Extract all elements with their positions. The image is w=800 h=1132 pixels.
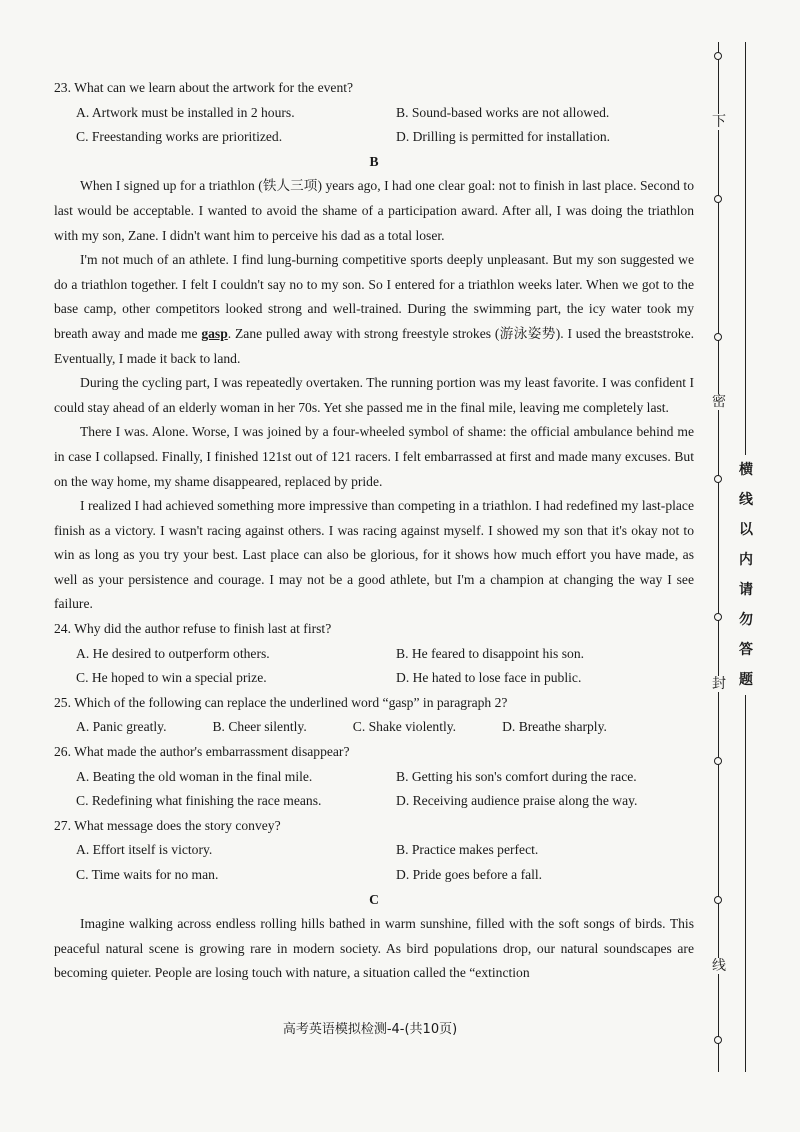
notice-char: 勿 bbox=[739, 612, 753, 628]
section-b-paragraph-2 bbox=[54, 248, 694, 371]
q23-option-a: A. Artwork must be installed in 2 hours. bbox=[76, 104, 295, 120]
question-25-options bbox=[54, 715, 694, 740]
q24-option-c: C. He hoped to win a special prize. bbox=[76, 670, 267, 686]
binding-circle bbox=[714, 475, 722, 483]
notice-char: 答 bbox=[739, 642, 753, 658]
q24-option-d: D. He hated to lose face in public. bbox=[396, 670, 582, 686]
question-27-options bbox=[54, 838, 694, 887]
q27-option-d: D. Pride goes before a fall. bbox=[396, 867, 543, 882]
binding-notice bbox=[736, 455, 756, 695]
q27-option-c: C. Time waits for no man. bbox=[76, 867, 219, 882]
q27-option-b: B. Practice makes perfect. bbox=[396, 842, 539, 858]
notice-char: 题 bbox=[739, 672, 753, 688]
binding-char-xian: 线 bbox=[712, 958, 726, 974]
q26-option-c: C. Redefining what finishing the race means. bbox=[76, 793, 322, 809]
p2-text-after: . Zane pulled away with strong freestyle strokes (游泳姿势). I used the breaststroke. Eventually, I made it back to land. bbox=[54, 325, 695, 366]
page-footer: 高考英语模拟检测-4-(共10页) bbox=[282, 1022, 458, 1037]
binding-char-feng: 封 bbox=[712, 676, 726, 692]
p2-text-before: I'm not much of an athlete. I find lung-burning competitive sports deeply unpleasant. But my son suggested we do a triathlon together. I felt I couldn't say no to my son. So I entered for a triathlon weeks later. When we got to the base camp, other competitors looked strong and well-trained. During the swimming part, the icy water took my breath away and made me bbox=[54, 252, 694, 341]
page-content bbox=[54, 76, 694, 986]
section-c-paragraph-1: Imagine walking across endless rolling hills bathed in warm sunshine, filled with the soft songs of birds. This peaceful natural scene is growing rare in modern society. As bird populations drop, our natural soundscapes are becoming quieter. People are losing touch with nature, a situation called the “extinction bbox=[54, 916, 694, 981]
binding-char-mi: 密 bbox=[712, 394, 726, 410]
q25-option-c: C. Shake violently. bbox=[352, 719, 457, 735]
q24-option-a: A. He desired to outperform others. bbox=[76, 645, 270, 661]
binding-circle bbox=[714, 896, 722, 904]
q27-option-a: A. Effort itself is victory. bbox=[76, 842, 213, 858]
question-24-options bbox=[54, 642, 694, 691]
question-25-stem: 25. Which of the following can replace the underlined word “gasp” in paragraph 2? bbox=[54, 694, 508, 710]
binding-circle bbox=[714, 1036, 722, 1044]
binding-circle bbox=[714, 52, 722, 60]
q26-option-b: B. Getting his son's comfort during the race. bbox=[396, 768, 637, 784]
q26-option-a: A. Beating the old woman in the final mile. bbox=[76, 768, 313, 784]
q23-option-c: C. Freestanding works are prioritized. bbox=[76, 129, 283, 145]
section-b-paragraph-4: There I was. Alone. Worse, I was joined by a four-wheeled symbol of shame: the official ambulance behind me in case I collapsed. Finally, I finished 121st out of 121 racers. I felt embarrassed at first and made many excuses. But on the way home, my shame disappeared, replaced by pride. bbox=[54, 424, 694, 489]
notice-char: 线 bbox=[739, 492, 753, 508]
q24-option-b: B. He feared to disappoint his son. bbox=[396, 645, 585, 661]
binding-char-xia: 下 bbox=[712, 114, 726, 130]
binding-circle bbox=[714, 195, 722, 203]
underlined-word-gasp: gasp bbox=[201, 325, 228, 341]
notice-char: 以 bbox=[739, 522, 753, 538]
section-b-paragraph-5: I realized I had achieved something more impressive than competing in a triathlon. I had redefined my last-place finish as a victory. I wasn't racing against others. I was racing against myself. I showed my son that it's okay not to win as long as you try your best. Last place can also be glorious, for it shows how much effort you have made, as well as your persistence and courage. I may not be a good athlete, but I'm a champion at changing the way I see failure. bbox=[54, 498, 694, 612]
q25-option-d: D. Breathe sharply. bbox=[502, 719, 607, 735]
section-c-label: C bbox=[369, 891, 379, 907]
q23-option-b: B. Sound-based works are not allowed. bbox=[396, 104, 610, 120]
question-27-stem: 27. What message does the story convey? bbox=[54, 817, 281, 833]
question-23-options bbox=[54, 101, 694, 150]
question-23-stem: 23. What can we learn about the artwork for the event? bbox=[54, 80, 354, 95]
question-24-stem: 24. Why did the author refuse to finish last at first? bbox=[54, 621, 332, 637]
notice-char: 横 bbox=[739, 462, 753, 478]
q26-option-d: D. Receiving audience praise along the way. bbox=[396, 793, 638, 809]
q25-option-a: A. Panic greatly. bbox=[76, 719, 167, 735]
section-b-paragraph-3: During the cycling part, I was repeatedly overtaken. The running portion was my least favorite. I was confident I could stay ahead of an elderly woman in her 70s. Yet she passed me in the final mile, leaving me completely last. bbox=[54, 375, 694, 415]
binding-circle bbox=[714, 757, 722, 765]
section-b-label: B bbox=[369, 153, 379, 169]
notice-char: 请 bbox=[739, 582, 753, 598]
q25-option-b: B. Cheer silently. bbox=[212, 719, 307, 735]
q23-option-d: D. Drilling is permitted for installation. bbox=[396, 129, 611, 145]
binding-circle bbox=[714, 333, 722, 341]
notice-char: 内 bbox=[739, 552, 753, 568]
section-b-paragraph-1: When I signed up for a triathlon (铁人三项) years ago, I had one clear goal: not to finish in last place. Second to last would be acceptable. I wanted to avoid the shame of a participation award. After all, I was doing the triathlon with my son, Zane. I didn't want him to perceive his dad as a total loser. bbox=[54, 178, 694, 243]
binding-circle bbox=[714, 613, 722, 621]
question-26-options bbox=[54, 765, 694, 814]
question-26-stem: 26. What made the author's embarrassment disappear? bbox=[54, 744, 350, 760]
